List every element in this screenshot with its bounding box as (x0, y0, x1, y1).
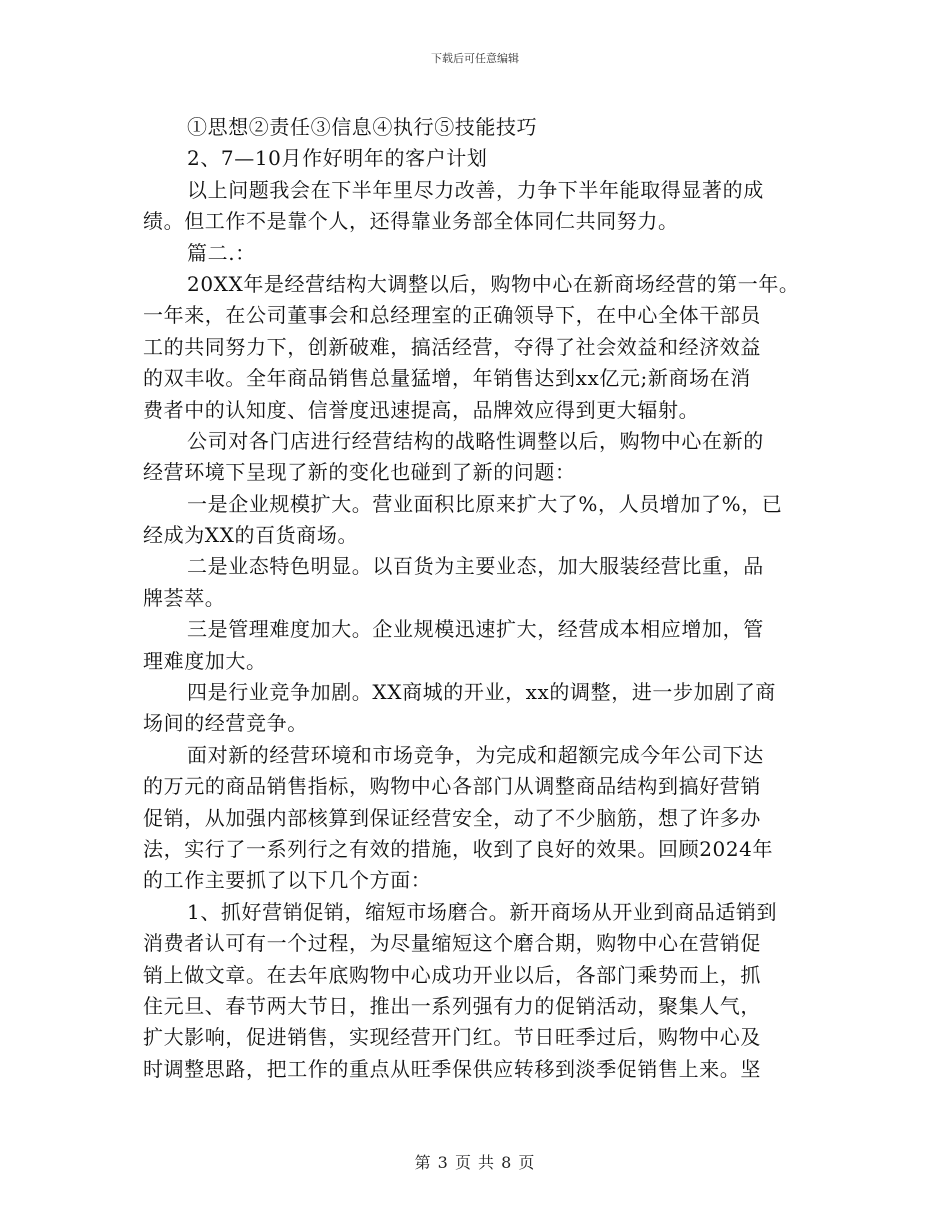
page-header: 下载后可任意编辑 (431, 52, 519, 65)
text-line: 费者中的认知度、信誉度迅速提高，品牌效应得到更大辐射。 (143, 397, 700, 422)
text-line: 法，实行了一系列行之有效的措施，收到了良好的效果。回顾2024年 (143, 836, 774, 861)
text-line: 面对新的经营环境和市场竞争，为完成和超额完成今年公司下达 (187, 742, 764, 767)
text-line: 四是行业竞争加剧。XX商城的开业，xx的调整，进一步加剧了商 (187, 680, 777, 705)
document-body (143, 112, 823, 1085)
text-line: 住元旦、春节两大节日，推出一系列强有力的促销活动，聚集人气， (143, 993, 761, 1018)
text-line: 2、7—10月作好明年的客户计划 (187, 146, 488, 171)
text-line: 公司对各门店进行经营结构的战略性调整以后，购物中心在新的 (187, 428, 764, 453)
text-line: 时调整思路，把工作的重点从旺季保供应转移到淡季促销售上来。坚 (143, 1056, 761, 1081)
text-line: 20XX年是经营结构大调整以后，购物中心在新商场经营的第一年。 (187, 271, 800, 296)
text-line: 的双丰收。全年商品销售总量猛增，年销售达到xx亿元;新商场在消 (143, 366, 751, 391)
text-line: 销上做文章。在去年底购物中心成功开业以后，各部门乘势而上，抓 (143, 962, 761, 987)
text-line: ①思想②责任③信息④执行⑤技能技巧 (187, 115, 538, 139)
text-line: 扩大影响，促进销售，实现经营开门红。节日旺季过后，购物中心及 (143, 1025, 761, 1050)
text-line: 场间的经营竞争。 (143, 711, 308, 736)
text-line: 经成为XX的百货商场。 (143, 523, 359, 548)
text-line: 1、抓好营销促销，缩短市场磨合。新开商场从开业到商品适销到 (187, 899, 778, 924)
text-line: 二是业态特色明显。以百货为主要业态，加大服装经营比重，品 (187, 554, 764, 579)
text-line: 以上问题我会在下半年里尽力改善，力争下半年能取得显著的成 (187, 177, 764, 202)
text-line: 绩。但工作不是靠个人，还得靠业务部全体同仁共同努力。 (143, 209, 679, 234)
text-line: 篇二.： (187, 240, 256, 265)
page-footer: 第 3 页 共 8 页 (414, 1153, 536, 1172)
text-line: 三是管理难度加大。企业规模迅速扩大，经营成本相应增加，管 (187, 617, 764, 642)
text-line: 牌荟萃。 (143, 585, 226, 610)
text-line: 的万元的商品销售指标，购物中心各部门从调整商品结构到搞好营销 (143, 774, 761, 799)
text-line: 的工作主要抓了以下几个方面： (143, 868, 432, 893)
text-line: 经营环境下呈现了新的变化也碰到了新的问题： (143, 460, 576, 485)
text-line: 工的共同努力下，创新破难，搞活经营，夺得了社会效益和经济效益 (143, 334, 761, 359)
text-line: 促销，从加强内部核算到保证经营安全，动了不少脑筋，想了许多办 (143, 805, 761, 830)
text-line: 一是企业规模扩大。营业面积比原来扩大了%，人员增加了%，已 (187, 491, 783, 516)
text-line: 消费者认可有一个过程，为尽量缩短这个磨合期，购物中心在营销促 (143, 931, 761, 956)
text-line: 理难度加大。 (143, 648, 267, 673)
text-line: 一年来，在公司董事会和总经理室的正确领导下，在中心全体干部员 (143, 303, 761, 328)
